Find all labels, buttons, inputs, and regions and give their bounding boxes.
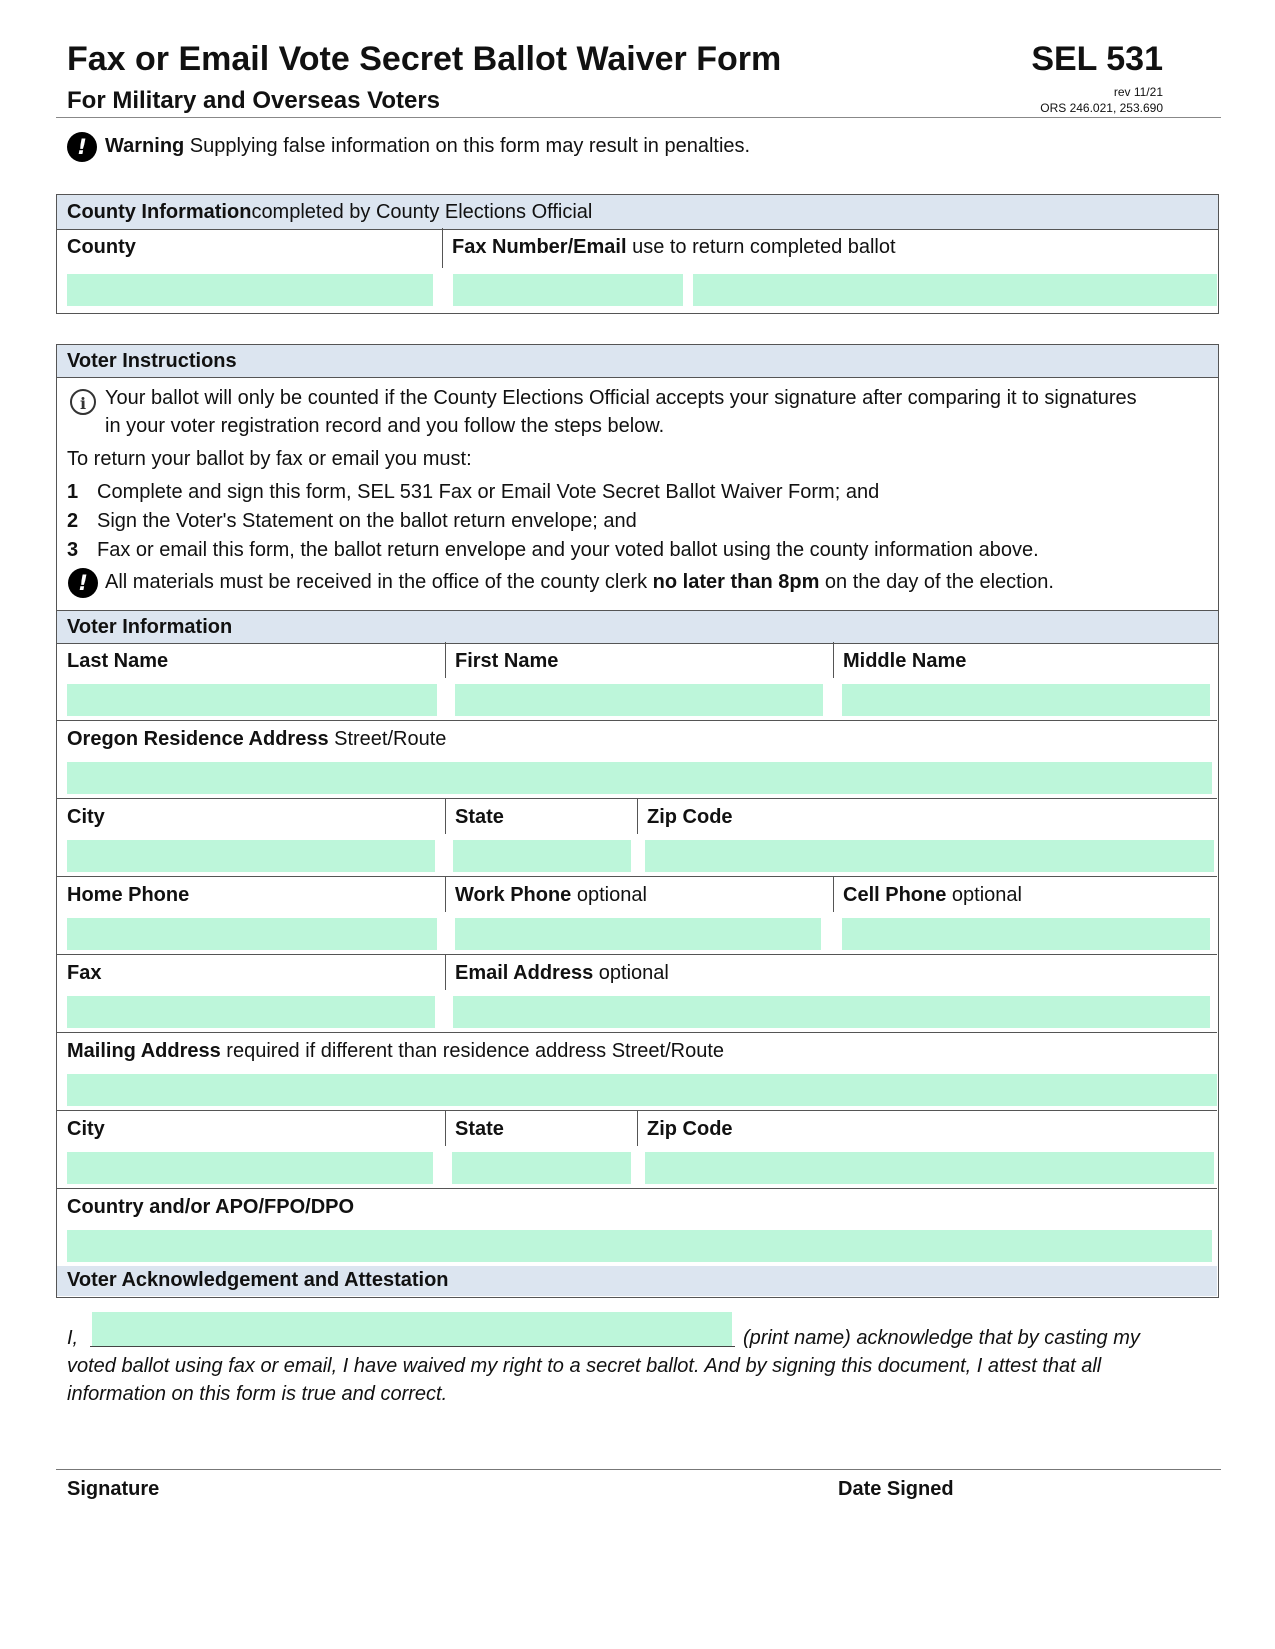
work-phone-input[interactable] bbox=[455, 918, 821, 950]
print-name-underline bbox=[90, 1346, 735, 1347]
county-input[interactable] bbox=[67, 274, 433, 306]
list-item: 2 Sign the Voter's Statement on the ballot return envelope; and bbox=[67, 510, 637, 532]
mailing-state-input[interactable] bbox=[452, 1152, 631, 1184]
email-input[interactable] bbox=[693, 274, 1217, 306]
date-signed-input[interactable] bbox=[830, 1430, 1220, 1468]
first-name-label: First Name bbox=[455, 650, 559, 672]
mailing-address-label: Mailing Address required if different than residence address Street/Route bbox=[67, 1040, 724, 1062]
county-label: County bbox=[67, 236, 136, 258]
home-phone-input[interactable] bbox=[67, 918, 437, 950]
voter-information-section bbox=[56, 642, 1219, 1298]
attestation-line3: information on this form is true and correct. bbox=[67, 1383, 448, 1405]
form-number: SEL 531 bbox=[1031, 40, 1163, 78]
email-address-label: Email Address optional bbox=[455, 962, 669, 984]
fax-email-label: Fax Number/Email use to return completed ballot bbox=[452, 236, 896, 258]
form-subtitle: For Military and Overseas Voters bbox=[67, 87, 441, 114]
form-statutes: ORS 246.021, 253.690 bbox=[1040, 101, 1163, 115]
signature-line bbox=[56, 1469, 1221, 1470]
country-input[interactable] bbox=[67, 1230, 1212, 1262]
mailing-state-label: State bbox=[455, 1118, 504, 1140]
list-item: 1 Complete and sign this form, SEL 531 Fax or Email Vote Secret Ballot Waiver Form; and bbox=[67, 481, 880, 503]
warning-text: Warning Supplying false information on this form may result in penalties. bbox=[105, 135, 751, 157]
form-title: Fax or Email Vote Secret Ballot Waiver Form bbox=[67, 40, 782, 78]
zip-code-label: Zip Code bbox=[647, 806, 733, 828]
middle-name-label: Middle Name bbox=[843, 650, 967, 672]
signature-input[interactable] bbox=[56, 1430, 816, 1468]
attestation-header: Voter Acknowledgement and Attestation bbox=[57, 1266, 1217, 1296]
signature-label: Signature bbox=[67, 1478, 160, 1500]
state-input[interactable] bbox=[453, 840, 631, 872]
exclamation-icon: ! bbox=[68, 568, 98, 598]
instructions-intro: To return your ballot by fax or email you must: bbox=[67, 448, 472, 470]
info-text: Your ballot will only be counted if the County Elections Official accepts your signature after comparing it to signatures in your voter registration record and you follow the steps below. bbox=[105, 387, 1137, 437]
mailing-city-label: City bbox=[67, 1118, 105, 1140]
cell-phone-input[interactable] bbox=[842, 918, 1210, 950]
info-icon: i bbox=[70, 389, 96, 415]
fax-number-input[interactable] bbox=[453, 274, 683, 306]
header-divider bbox=[56, 117, 1221, 118]
deadline-text: All materials must be received in the office of the county clerk no later than 8pm on the day of the election. bbox=[105, 571, 1054, 593]
attestation-line2: voted ballot using fax or email, I have waived my right to a secret ballot. And by signing this document, I attest that all bbox=[67, 1355, 1102, 1377]
form-revision: rev 11/21 bbox=[1113, 85, 1163, 99]
last-name-label: Last Name bbox=[67, 650, 169, 672]
residence-address-label: Oregon Residence Address Street/Route bbox=[67, 728, 447, 750]
residence-address-input[interactable] bbox=[67, 762, 1212, 794]
city-input[interactable] bbox=[67, 840, 435, 872]
first-name-input[interactable] bbox=[455, 684, 823, 716]
middle-name-input[interactable] bbox=[842, 684, 1210, 716]
voter-instructions-header: Voter Instructions bbox=[56, 344, 1219, 378]
fax-input[interactable] bbox=[67, 996, 435, 1028]
city-label: City bbox=[67, 806, 105, 828]
work-phone-label: Work Phone optional bbox=[455, 884, 647, 906]
zip-code-input[interactable] bbox=[645, 840, 1214, 872]
state-label: State bbox=[455, 806, 504, 828]
instruction-steps bbox=[67, 478, 1039, 565]
exclamation-icon: ! bbox=[67, 132, 97, 162]
home-phone-label: Home Phone bbox=[67, 884, 190, 906]
attestation-prefix: I, bbox=[67, 1327, 79, 1349]
fax-label: Fax bbox=[67, 962, 102, 984]
mailing-address-input[interactable] bbox=[67, 1074, 1217, 1106]
date-signed-label: Date Signed bbox=[838, 1478, 954, 1500]
list-item: 3 Fax or email this form, the ballot return envelope and your voted ballot using the county information above. bbox=[67, 539, 1039, 561]
county-info-section bbox=[56, 228, 1219, 314]
mailing-zip-code-label: Zip Code bbox=[647, 1118, 733, 1140]
voter-instructions-section bbox=[56, 376, 1219, 612]
email-address-input[interactable] bbox=[453, 996, 1210, 1028]
print-name-input[interactable] bbox=[92, 1312, 732, 1346]
last-name-input[interactable] bbox=[67, 684, 437, 716]
attestation-line1: (print name) acknowledge that by casting my bbox=[743, 1327, 1140, 1349]
country-label: Country and/or APO/FPO/DPO bbox=[67, 1196, 355, 1218]
mailing-city-input[interactable] bbox=[67, 1152, 433, 1184]
county-info-header: County Information completed by County Elections Official bbox=[56, 194, 1219, 230]
cell-phone-label: Cell Phone optional bbox=[843, 884, 1022, 906]
voter-information-header: Voter Information bbox=[56, 610, 1219, 644]
mailing-zip-code-input[interactable] bbox=[645, 1152, 1214, 1184]
